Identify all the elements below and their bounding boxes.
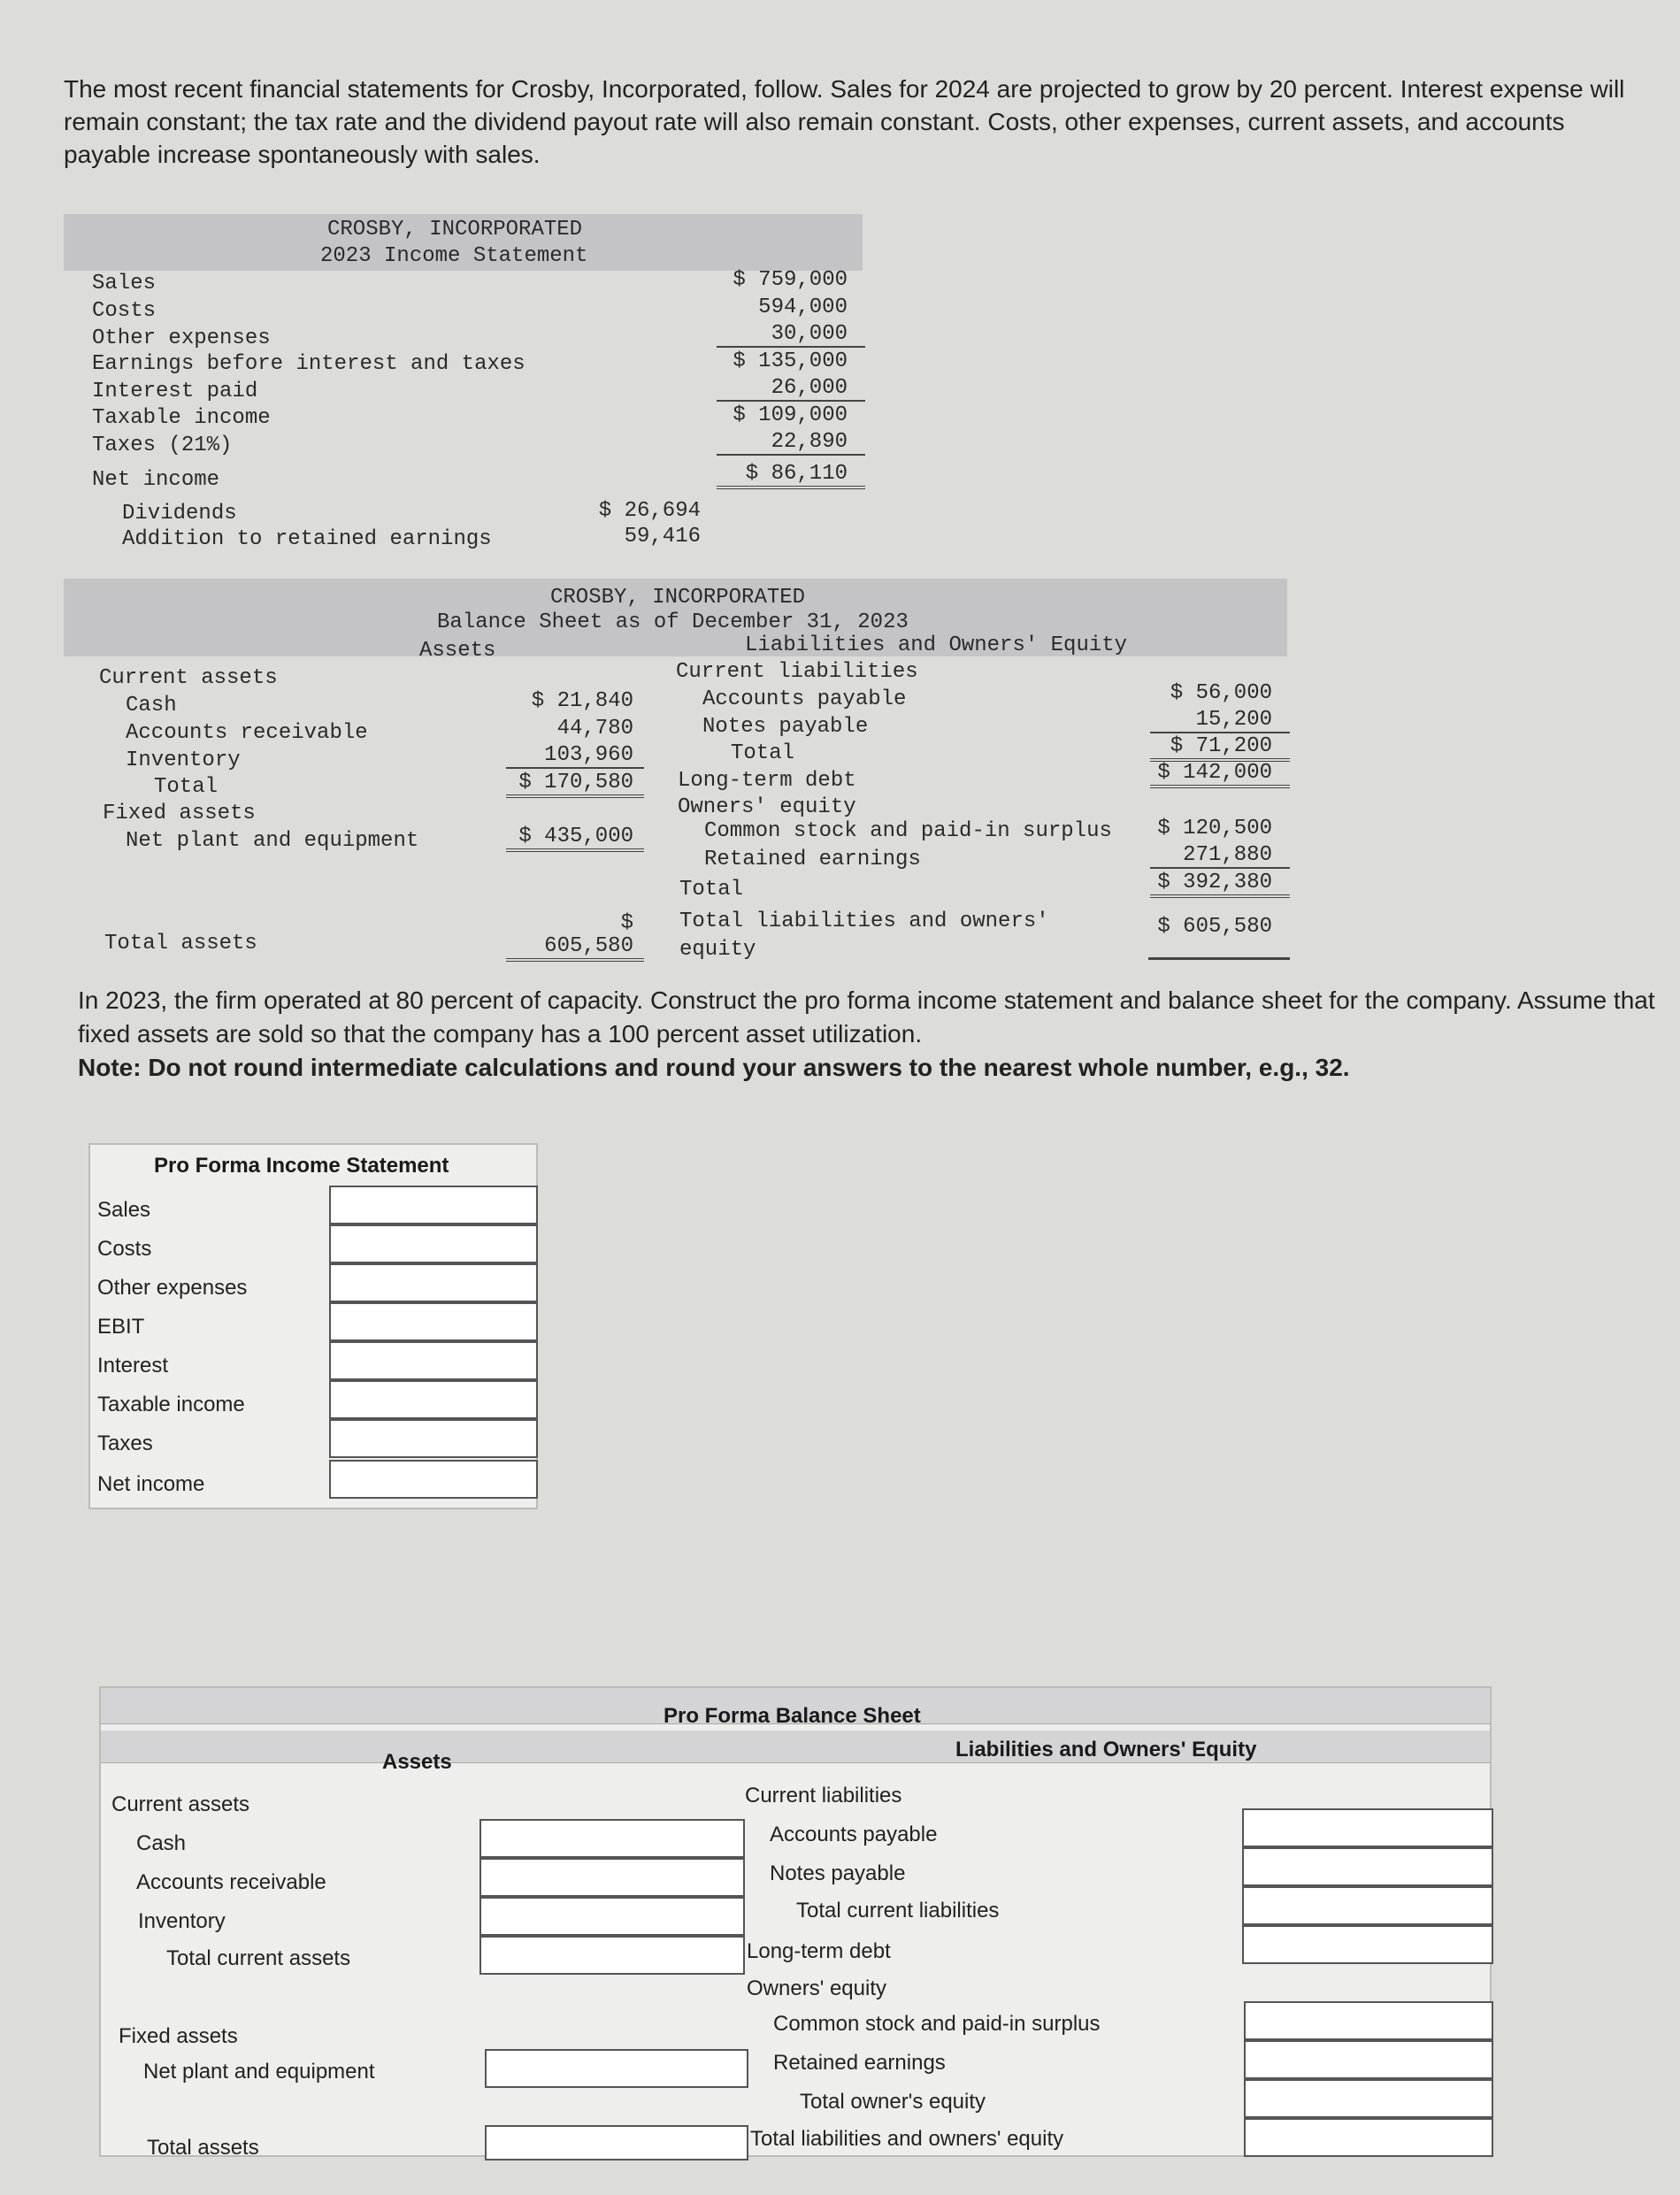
pf-income-label: Taxes (97, 1431, 153, 1455)
bs-company: CROSBY, INCORPORATED (550, 586, 806, 610)
is-label: Costs (92, 299, 157, 323)
pf-bs-label: Total assets (147, 2136, 259, 2160)
bs-value: $ 71,200 (1150, 734, 1290, 762)
bs-title: Balance Sheet as of December 31, 2023 (437, 610, 909, 634)
pf-bs-label: Net plant and equipment (143, 2060, 375, 2084)
pf-bs-label: Common stock and paid-in surplus (773, 2012, 1101, 2036)
bs-value: 103,960 (506, 743, 644, 769)
bs-label: Accounts receivable (126, 721, 368, 745)
pf-bs-label: Owners' equity (747, 1976, 886, 2000)
bs-label: Fixed assets (103, 802, 256, 825)
is-value: $ 86,110 (717, 462, 865, 489)
is-label: Sales (92, 272, 157, 295)
pf-total-assets-input[interactable] (485, 2125, 748, 2160)
pf-bs-title: Pro Forma Balance Sheet (664, 1704, 921, 1728)
pf-bs-label: Notes payable (770, 1861, 906, 1885)
bs-label: Retained earnings (704, 848, 921, 871)
pf-cash-input[interactable] (479, 1819, 745, 1858)
pf-bs-label: Accounts payable (770, 1823, 938, 1846)
pf-retained-earnings-input[interactable] (1244, 2040, 1493, 2079)
is-value: 26,000 (717, 376, 865, 402)
bs-label: Current assets (99, 666, 278, 690)
bs-label: Accounts payable (702, 687, 907, 711)
bs-label: Net plant and equipment (126, 829, 419, 853)
pf-np-input[interactable] (1242, 1847, 1493, 1886)
pf-income-statement (88, 1143, 538, 1509)
pf-bs-label: Current assets (111, 1792, 250, 1816)
is-dividends-label: Dividends (122, 502, 237, 526)
pf-income-label: Other expenses (97, 1276, 248, 1300)
bs-label: Total (154, 775, 219, 799)
pf-income-label: Net income (97, 1472, 205, 1496)
pf-income-title: Pro Forma Income Statement (154, 1154, 449, 1178)
bs-label: Long-term debt (678, 769, 856, 793)
pf-income-label: Costs (97, 1237, 152, 1261)
pf-total-owners-equity-input[interactable] (1244, 2079, 1493, 2118)
pf-taxable-income-input[interactable] (329, 1380, 538, 1419)
question-note: Note: Do not round intermediate calculations and round your answers to the nearest whole number, e.g., 32. (78, 1054, 1350, 1081)
is-value: 594,000 (758, 295, 848, 319)
bs-label: Total (731, 741, 795, 765)
bs-value: $ 120,500 (1157, 817, 1272, 840)
pf-interest-input[interactable] (329, 1341, 538, 1380)
pf-taxes-input[interactable] (329, 1419, 538, 1458)
is-value: $ 759,000 (733, 268, 848, 292)
question-line: In 2023, the firm operated at 80 percent of capacity. Construct the pro forma income statement and balance sheet for the company. Assume that fixed assets are sold so that the company has a 100 percent asset utilization. (78, 986, 1655, 1048)
pf-bs-label: Inventory (138, 1909, 226, 1933)
pf-bs-label: Total current liabilities (796, 1899, 1000, 1923)
bs-assets-header: Assets (419, 639, 496, 663)
pf-bs-label: Total current assets (166, 1946, 351, 1970)
is-value: $ 135,000 (733, 349, 848, 373)
bs-label: Owners' equity (678, 795, 856, 819)
is-label: Net income (92, 468, 220, 492)
bs-label: Cash (126, 694, 177, 718)
pf-bs-assets-header: Assets (382, 1750, 452, 1774)
pf-income-label: Sales (97, 1198, 151, 1222)
bs-value: $ 170,580 (506, 771, 644, 798)
pf-income-label: Taxable income (97, 1393, 245, 1416)
pf-total-liab-equity-input[interactable] (1244, 2118, 1493, 2157)
bs-value: $ 435,000 (506, 825, 644, 852)
is-label: Taxable income (92, 406, 271, 430)
bs-value: $ 56,000 (1170, 681, 1272, 705)
pf-bs-label: Long-term debt (747, 1939, 891, 1963)
bs-label: Inventory (126, 748, 241, 772)
is-label: Earnings before interest and taxes (92, 352, 525, 376)
bs-value: $ 142,000 (1150, 761, 1290, 788)
bs-value: $ 605,580 (1157, 915, 1272, 939)
bs-value: 15,200 (1150, 708, 1290, 733)
pf-bs-label: Total liabilities and owners' equity (750, 2127, 1064, 2151)
pf-balance-sheet (99, 1686, 1492, 2160)
pf-ar-input[interactable] (479, 1858, 745, 1897)
pf-ap-input[interactable] (1242, 1808, 1493, 1847)
is-retained-label: Addition to retained earnings (122, 527, 492, 551)
pf-bs-label: Accounts receivable (136, 1870, 326, 1894)
bs-label: Total assets (104, 932, 257, 956)
is-retained-value: 59,416 (624, 525, 701, 549)
is-label: Interest paid (92, 380, 258, 403)
pf-income-label: Interest (97, 1354, 169, 1378)
bs-value: 44,780 (556, 717, 633, 741)
pf-bs-label: Retained earnings (773, 2051, 946, 2075)
bs-label: Notes payable (702, 715, 869, 739)
intro-text: The most recent financial statements for Crosby, Incorporated, follow. Sales for 2024 are projected to grow by 20 percent. Interest expense will remain constant; the tax rate and the dividend payout rate will also remain constant. Costs, other expenses, current assets, and accounts payable increase spontaneously with sales. (64, 75, 1625, 168)
bs-liab-header: Liabilities and Owners' Equity (745, 633, 1128, 657)
is-dividends-value: $ 26,694 (598, 499, 701, 523)
pf-other-expenses-input[interactable] (329, 1263, 538, 1302)
bs-total-underline (1148, 957, 1290, 960)
bs-label: equity (679, 938, 756, 962)
is-value: 22,890 (717, 430, 865, 456)
pf-bs-label: Current liabilities (745, 1784, 902, 1807)
is-label: Other expenses (92, 326, 271, 350)
pf-bs-liab-header: Liabilities and Owners' Equity (955, 1738, 1257, 1761)
is-value: $ 109,000 (733, 403, 848, 427)
is-label: Taxes (21%) (92, 434, 233, 457)
pf-net-income-input[interactable] (329, 1460, 538, 1499)
pf-bs-label: Cash (136, 1831, 187, 1855)
bs-value: 271,880 (1150, 843, 1290, 869)
pf-bs-label: Fixed assets (119, 2024, 238, 2048)
pf-costs-input[interactable] (329, 1224, 538, 1263)
pf-inventory-input[interactable] (479, 1897, 745, 1936)
bs-label: Total (679, 878, 744, 902)
pf-sales-input[interactable] (329, 1186, 538, 1224)
pf-common-stock-input[interactable] (1244, 2001, 1493, 2040)
income-company: CROSBY, INCORPORATED (327, 218, 583, 242)
pf-ltd-input[interactable] (1242, 1925, 1493, 1964)
bs-value: 605,580 (506, 934, 644, 962)
income-title: 2023 Income Statement (320, 244, 588, 268)
bs-label: Current liabilities (676, 660, 918, 684)
bs-label: Total liabilities and owners' (679, 909, 1049, 933)
pf-bs-label: Total owner's equity (800, 2090, 986, 2114)
pf-total-current-liab-input[interactable] (1242, 1886, 1493, 1925)
bs-label: Common stock and paid-in surplus (704, 819, 1112, 843)
pf-total-current-assets-input[interactable] (479, 1936, 745, 1975)
pf-bs-subheader (101, 1731, 1490, 1763)
pf-income-label: EBIT (97, 1315, 145, 1339)
bs-value: $ (620, 911, 633, 935)
is-value: 30,000 (717, 322, 865, 348)
bs-value: $ 392,380 (1150, 871, 1290, 898)
question-text (78, 984, 1661, 1085)
bs-value: $ 21,840 (531, 689, 633, 713)
pf-net-plant-input[interactable] (485, 2049, 748, 2088)
pf-ebit-input[interactable] (329, 1302, 538, 1341)
